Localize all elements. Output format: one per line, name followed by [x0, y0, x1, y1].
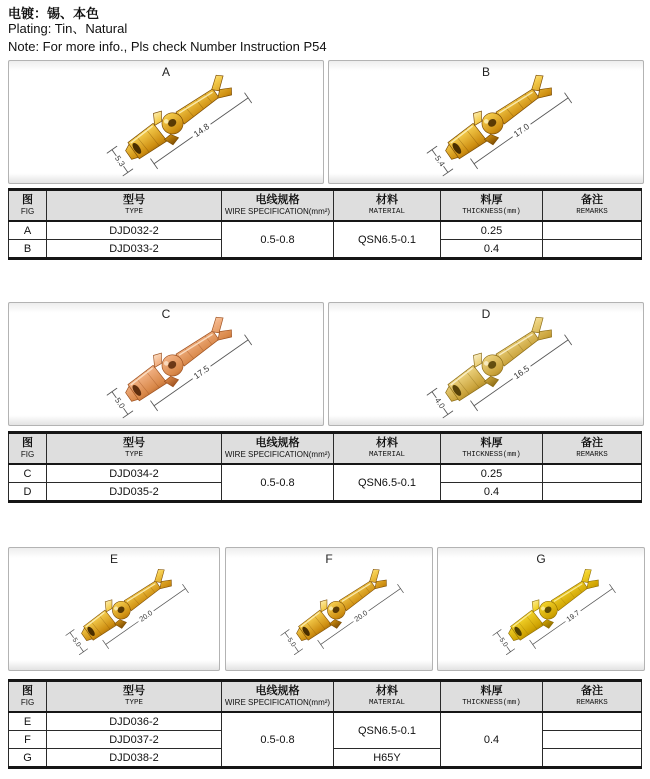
plating-title-cn: 电镀：锡、本色: [8, 6, 100, 21]
remarks-cell: [543, 749, 642, 768]
terminal-image-d: [329, 303, 643, 425]
col-header-type: 型号 TYPE: [47, 433, 222, 465]
col-header-fig: 图 FIG: [9, 681, 47, 713]
length-dimension-label: 20.0: [137, 608, 155, 624]
figure-label-e: E: [109, 552, 118, 566]
note-text: Note: For more info., Pls check Number Instruction P54: [8, 39, 327, 54]
terminal-image-e: [9, 548, 219, 670]
table-row: [9, 464, 642, 483]
type-cell: DJD038-2: [47, 749, 222, 768]
figure-panel-c: [8, 302, 324, 426]
length-dimension-label: 17.0: [511, 121, 532, 140]
terminal-image-c: [9, 303, 323, 425]
col-header-material: 材料 MATERIAL: [334, 190, 441, 222]
width-dimension-label: 4.0: [432, 396, 447, 411]
type-cell: DJD032-2: [47, 221, 222, 240]
col-header-fig: 图 FIG: [9, 190, 47, 222]
type-cell: DJD033-2: [47, 240, 222, 259]
remarks-cell: [543, 483, 642, 502]
fig-cell: D: [9, 483, 47, 502]
figure-panel-e: [8, 547, 220, 671]
material-cell: QSN6.5-0.1: [334, 464, 441, 502]
spec-table-cd: [8, 431, 642, 503]
fig-cell: C: [9, 464, 47, 483]
figure-label-a: A: [161, 65, 170, 79]
remarks-cell: [543, 240, 642, 259]
width-dimension-label: 5.0: [285, 636, 297, 649]
figure-panel-g: [437, 547, 645, 671]
remarks-cell: [543, 221, 642, 240]
wire-spec-cell: 0.5-0.8: [222, 712, 334, 768]
col-header-remarks: 备注 REMARKS: [543, 190, 642, 222]
figure-label-c: C: [161, 307, 171, 321]
spec-table-efg: [8, 679, 642, 769]
figure-panel-f: [225, 547, 433, 671]
col-header-remarks: 备注 REMARKS: [543, 433, 642, 465]
figure-label-b: B: [481, 65, 490, 79]
figure-panel-d: [328, 302, 644, 426]
width-dimension-label: 5.0: [497, 636, 509, 649]
thickness-cell: 0.4: [441, 712, 543, 768]
figure-label-f: F: [325, 552, 333, 566]
material-cell: QSN6.5-0.1: [334, 712, 441, 749]
length-dimension-label: 20.0: [352, 608, 370, 624]
wire-spec-cell: 0.5-0.8: [222, 221, 334, 259]
fig-cell: A: [9, 221, 47, 240]
wire-spec-cell: 0.5-0.8: [222, 464, 334, 502]
table-header-row: [9, 681, 642, 713]
fig-cell: B: [9, 240, 47, 259]
fig-cell: G: [9, 749, 47, 768]
fig-cell: F: [9, 731, 47, 749]
thickness-cell: 0.25: [441, 464, 543, 483]
remarks-cell: [543, 712, 642, 731]
terminal-image-f: [226, 548, 432, 670]
terminal-image-g: [438, 548, 644, 670]
col-header-wire-spec: 电线规格 WIRE SPECIFICATION(mm²): [222, 190, 334, 222]
table-row: [9, 221, 642, 240]
col-header-wire-spec: 电线规格 WIRE SPECIFICATION(mm²): [222, 433, 334, 465]
material-cell: QSN6.5-0.1: [334, 221, 441, 259]
length-dimension-label: 14.8: [191, 121, 212, 140]
col-header-material: 材料 MATERIAL: [334, 433, 441, 465]
figure-panel-a: [8, 60, 324, 184]
width-dimension-label: 5.0: [70, 636, 82, 649]
length-dimension-label: 17.5: [191, 363, 212, 382]
type-cell: DJD034-2: [47, 464, 222, 483]
col-header-wire-spec: 电线规格 WIRE SPECIFICATION(mm²): [222, 681, 334, 713]
length-dimension-label: 19.7: [564, 608, 582, 624]
col-header-thickness: 料厚 THICKNESS(mm): [441, 681, 543, 713]
col-header-remarks: 备注 REMARKS: [543, 681, 642, 713]
type-cell: DJD036-2: [47, 712, 222, 731]
col-header-thickness: 料厚 THICKNESS(mm): [441, 433, 543, 465]
thickness-cell: 0.4: [441, 483, 543, 502]
thickness-cell: 0.4: [441, 240, 543, 259]
material-cell: H65Y: [334, 749, 441, 768]
fig-cell: E: [9, 712, 47, 731]
figure-label-g: G: [536, 552, 546, 566]
width-dimension-label: 5.3: [112, 154, 127, 169]
type-cell: DJD035-2: [47, 483, 222, 502]
plating-title-en: Plating: Tin、Natural: [8, 21, 128, 36]
col-header-thickness: 料厚 THICKNESS(mm): [441, 190, 543, 222]
remarks-cell: [543, 464, 642, 483]
table-header-row: [9, 190, 642, 222]
col-header-fig: 图 FIG: [9, 433, 47, 465]
thickness-cell: 0.25: [441, 221, 543, 240]
width-dimension-label: 5.0: [112, 396, 127, 411]
col-header-material: 材料 MATERIAL: [334, 681, 441, 713]
figure-label-d: D: [481, 307, 491, 321]
figure-panel-b: [328, 60, 644, 184]
terminal-image-a: [9, 61, 323, 183]
remarks-cell: [543, 731, 642, 749]
spec-table-ab: [8, 188, 642, 260]
col-header-type: 型号 TYPE: [47, 681, 222, 713]
terminal-image-b: [329, 61, 643, 183]
length-dimension-label: 16.5: [511, 363, 532, 382]
type-cell: DJD037-2: [47, 731, 222, 749]
table-row: [9, 712, 642, 731]
width-dimension-label: 5.4: [432, 154, 447, 169]
table-header-row: [9, 433, 642, 465]
col-header-type: 型号 TYPE: [47, 190, 222, 222]
